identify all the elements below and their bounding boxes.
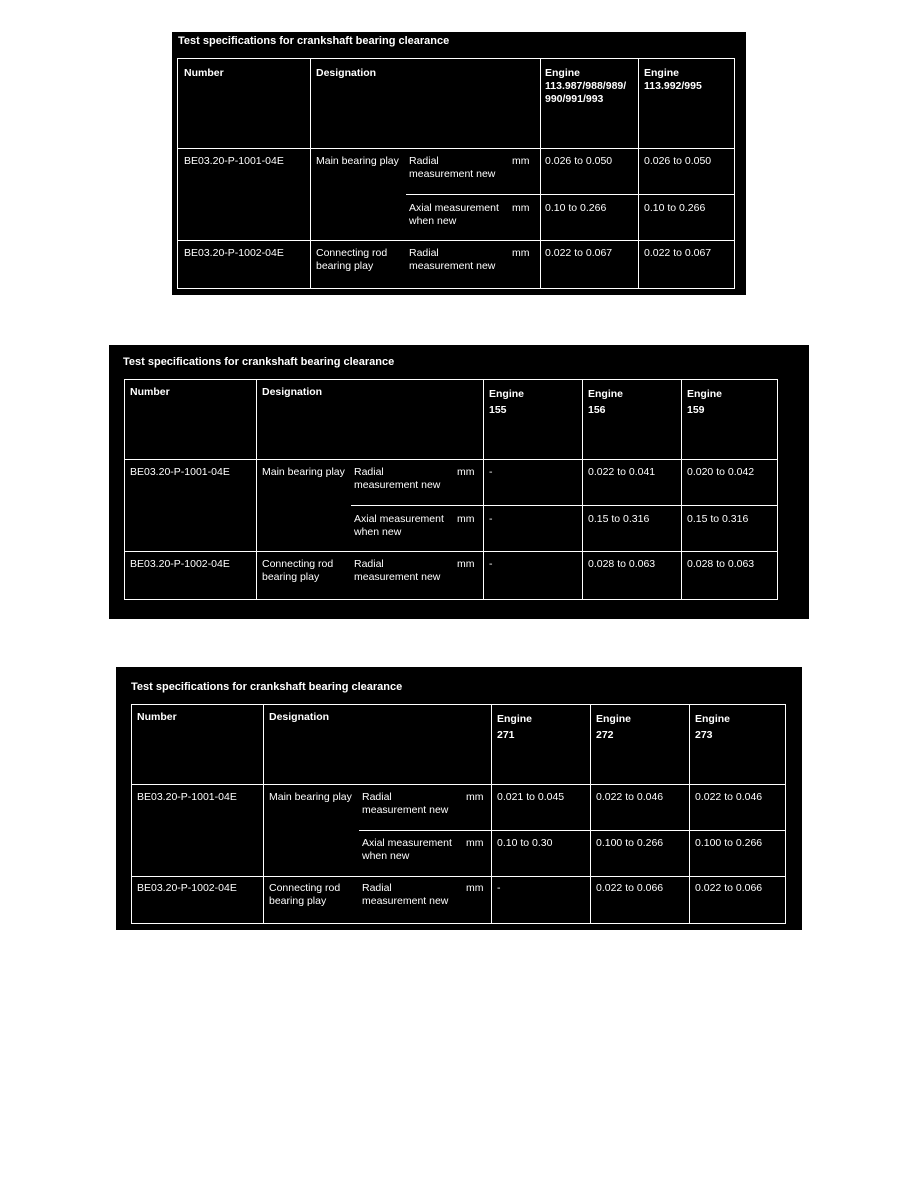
row-value: 0.022 to 0.067: [644, 247, 712, 259]
row-unit: mm: [457, 466, 475, 478]
row-value: 0.10 to 0.266: [644, 202, 706, 214]
table-grid: [124, 379, 778, 600]
header-engine: Engine 271: [497, 713, 533, 741]
row-measurement: Axial measurement when new: [362, 837, 452, 862]
column-divider: [256, 380, 257, 599]
row-unit: mm: [512, 155, 530, 167]
row-measurement: Radial measurement new: [362, 791, 449, 816]
row-designation: Main bearing play: [262, 466, 345, 478]
row-value: -: [489, 466, 493, 478]
header-engine: Engine 159: [687, 388, 723, 416]
row-value: 0.022 to 0.066: [596, 882, 664, 894]
header-engine: Engine 272: [596, 713, 632, 741]
row-unit: mm: [457, 558, 475, 570]
column-divider: [681, 380, 682, 599]
row-measurement: Axial measurement when new: [409, 202, 499, 227]
table-title: Test specifications for crankshaft bearing clearance: [123, 356, 395, 368]
row-unit: mm: [457, 513, 475, 525]
column-divider: [491, 705, 492, 923]
row-divider: [125, 551, 777, 552]
header-engine: Engine 113.992/995: [644, 67, 702, 92]
row-designation: Main bearing play: [269, 791, 352, 803]
column-divider: [689, 705, 690, 923]
row-divider: [406, 194, 734, 195]
row-divider: [132, 876, 785, 877]
spec-table-3: [116, 667, 802, 930]
header-number: Number: [184, 67, 224, 79]
row-number: BE03.20-P-1001-04E: [137, 791, 237, 803]
header-engine: Engine 113.987/988/989/ 990/991/993: [545, 67, 627, 105]
column-divider: [638, 59, 639, 288]
row-value: 0.022 to 0.046: [695, 791, 763, 803]
column-divider: [582, 380, 583, 599]
row-value: 0.100 to 0.266: [596, 837, 664, 849]
row-value: 0.026 to 0.050: [545, 155, 613, 167]
row-value: 0.022 to 0.041: [588, 466, 656, 478]
row-divider: [359, 830, 785, 831]
header-designation: Designation: [269, 711, 330, 723]
row-unit: mm: [512, 202, 530, 214]
row-measurement: Radial measurement new: [354, 466, 441, 491]
row-number: BE03.20-P-1001-04E: [130, 466, 230, 478]
row-value: 0.100 to 0.266: [695, 837, 763, 849]
row-value: -: [497, 882, 501, 894]
row-number: BE03.20-P-1001-04E: [184, 155, 284, 167]
row-divider: [178, 240, 734, 241]
row-designation: Connecting rod bearing play: [269, 882, 341, 907]
row-divider: [132, 784, 785, 785]
table-title: Test specifications for crankshaft bearing clearance: [131, 681, 403, 693]
header-designation: Designation: [316, 67, 377, 79]
header-engine: Engine 155: [489, 388, 525, 416]
row-value: -: [489, 558, 493, 570]
row-value: -: [489, 513, 493, 525]
header-number: Number: [137, 711, 177, 723]
row-divider: [351, 505, 777, 506]
header-number: Number: [130, 386, 170, 398]
row-measurement: Radial measurement new: [362, 882, 449, 907]
row-value: 0.10 to 0.30: [497, 837, 553, 849]
row-unit: mm: [466, 791, 484, 803]
table-grid: [177, 58, 735, 289]
row-value: 0.021 to 0.045: [497, 791, 565, 803]
row-designation: Connecting rod bearing play: [262, 558, 334, 583]
row-value: 0.15 to 0.316: [687, 513, 749, 525]
row-value: 0.15 to 0.316: [588, 513, 650, 525]
row-value: 0.028 to 0.063: [687, 558, 755, 570]
spec-table-2: [109, 345, 809, 619]
table-title: Test specifications for crankshaft bearing clearance: [178, 35, 450, 47]
row-value: 0.022 to 0.046: [596, 791, 664, 803]
row-unit: mm: [512, 247, 530, 259]
row-number: BE03.20-P-1002-04E: [137, 882, 237, 894]
row-unit: mm: [466, 882, 484, 894]
column-divider: [540, 59, 541, 288]
column-divider: [483, 380, 484, 599]
column-divider: [310, 59, 311, 288]
header-engine: Engine 273: [695, 713, 731, 741]
row-value: 0.020 to 0.042: [687, 466, 755, 478]
row-value: 0.10 to 0.266: [545, 202, 607, 214]
row-number: BE03.20-P-1002-04E: [184, 247, 284, 259]
row-designation: Connecting rod bearing play: [316, 247, 388, 272]
row-value: 0.026 to 0.050: [644, 155, 712, 167]
row-measurement: Axial measurement when new: [354, 513, 444, 538]
column-divider: [590, 705, 591, 923]
header-designation: Designation: [262, 386, 323, 398]
header-engine: Engine 156: [588, 388, 624, 416]
row-value: 0.022 to 0.066: [695, 882, 763, 894]
table-grid: [131, 704, 786, 924]
row-number: BE03.20-P-1002-04E: [130, 558, 230, 570]
row-divider: [125, 459, 777, 460]
row-divider: [178, 148, 734, 149]
row-designation: Main bearing play: [316, 155, 399, 167]
row-unit: mm: [466, 837, 484, 849]
row-measurement: Radial measurement new: [409, 155, 496, 180]
column-divider: [263, 705, 264, 923]
spec-table-1: [172, 32, 746, 295]
row-measurement: Radial measurement new: [354, 558, 441, 583]
row-value: 0.022 to 0.067: [545, 247, 613, 259]
row-measurement: Radial measurement new: [409, 247, 496, 272]
row-value: 0.028 to 0.063: [588, 558, 656, 570]
